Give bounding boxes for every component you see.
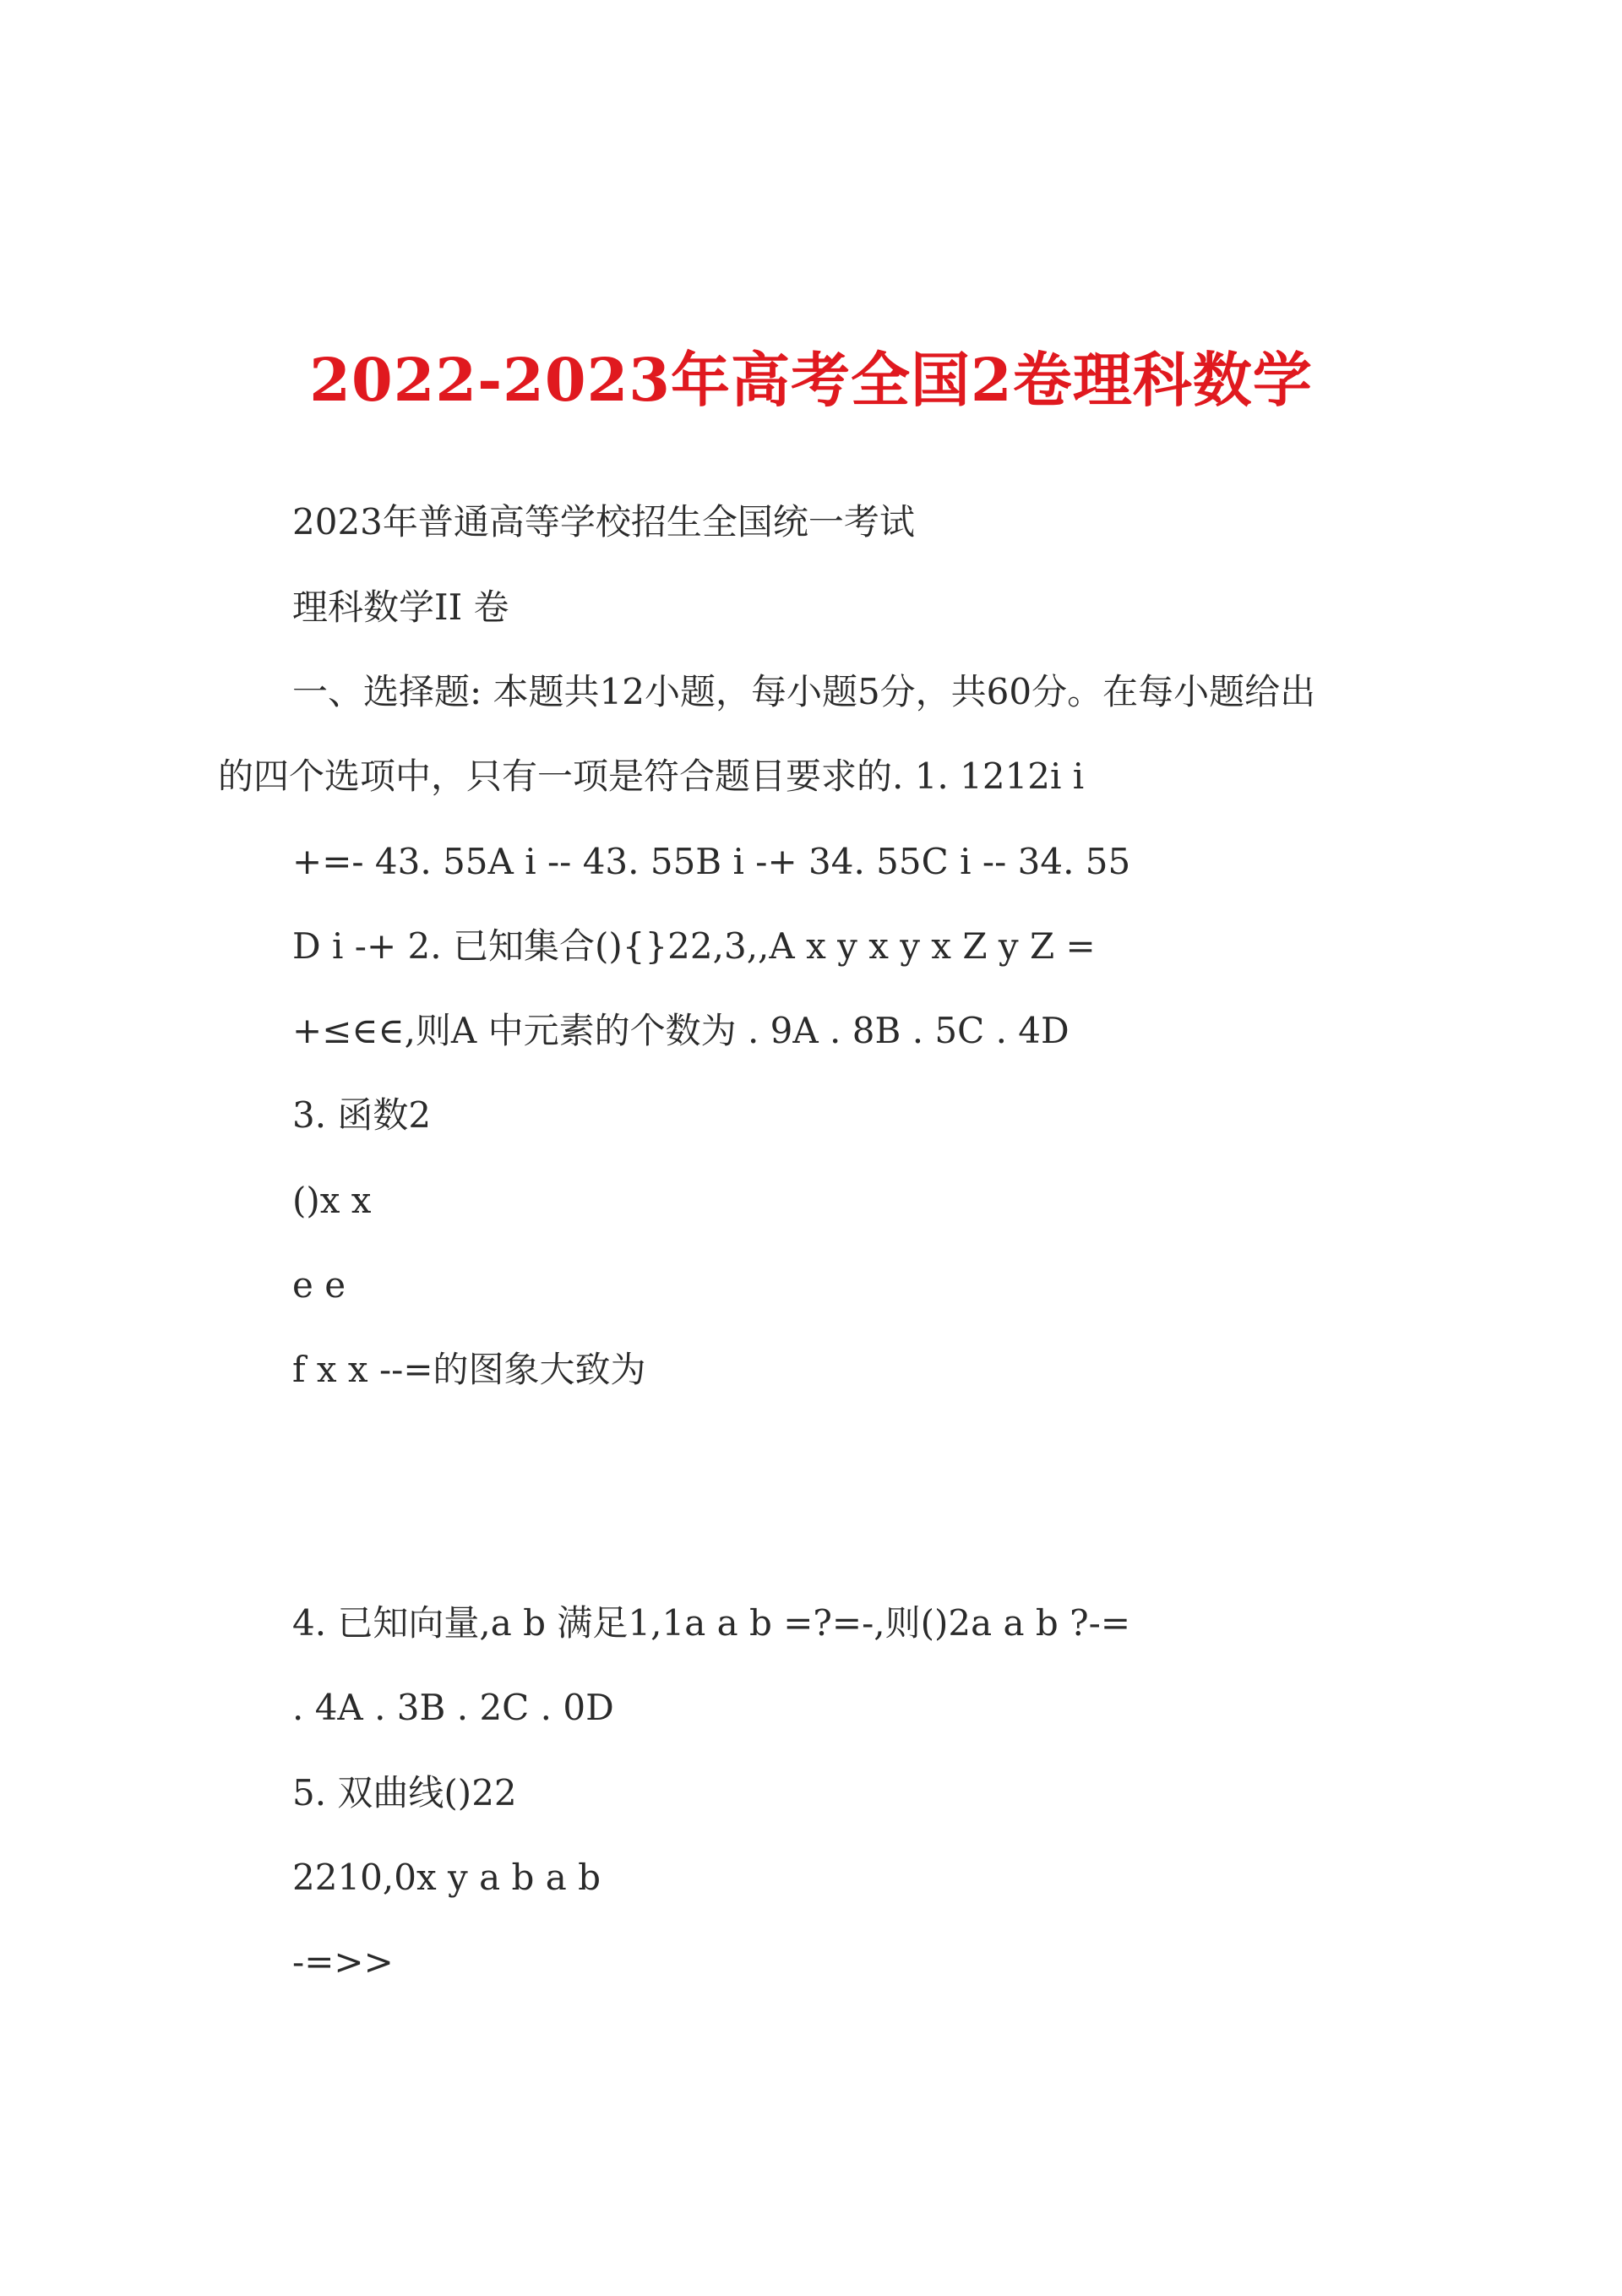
document-title: 2022-2023年高考全国2卷理科数学 [309, 345, 1313, 415]
question-3-formula-line-1: ()x x [292, 1180, 372, 1221]
question-4-options-line: . 4A . 3B . 2C . 0D [292, 1687, 614, 1728]
question-5-formula-line-2: -=>> [292, 1941, 394, 1982]
question-1-options-line: +=- 43. 55A i -- 43. 55B i -+ 34. 55C i -- 34. 55 [292, 841, 1131, 882]
question-5-formula-line-1: 2210,0x y a b a b [292, 1857, 601, 1898]
question-3-formula-line-2: e e [292, 1264, 346, 1306]
question-5-line: 5. 双曲线()22 [292, 1772, 517, 1813]
question-3-formula-line-3: f x x --=的图象大致为 [292, 1349, 646, 1390]
section-heading-line: 一、选择题: 本题共12小题，每小题5分，共60分。在每小题给出 [292, 671, 1316, 712]
question-4-line: 4. 已知向量,a b 满足1,1a a b =?=-,则()2a a b ?-= [292, 1602, 1131, 1644]
question-2-line: D i -+ 2. 已知集合(){}22,3,,A x y x y x Z y Z = [292, 925, 1096, 967]
exam-name-line: 2023年普通高等学校招生全国统一考试 [292, 501, 915, 543]
section-heading-continued-line: 的四个选项中，只有一项是符合题目要求的. 1. 1212i i [218, 755, 1085, 797]
question-3-line: 3. 函数2 [292, 1094, 432, 1136]
exam-paper-line: 理科数学II 卷 [292, 586, 509, 628]
question-2-options-line: +≤∈∈,则A 中元素的个数为 . 9A . 8B . 5C . 4D [292, 1010, 1070, 1051]
